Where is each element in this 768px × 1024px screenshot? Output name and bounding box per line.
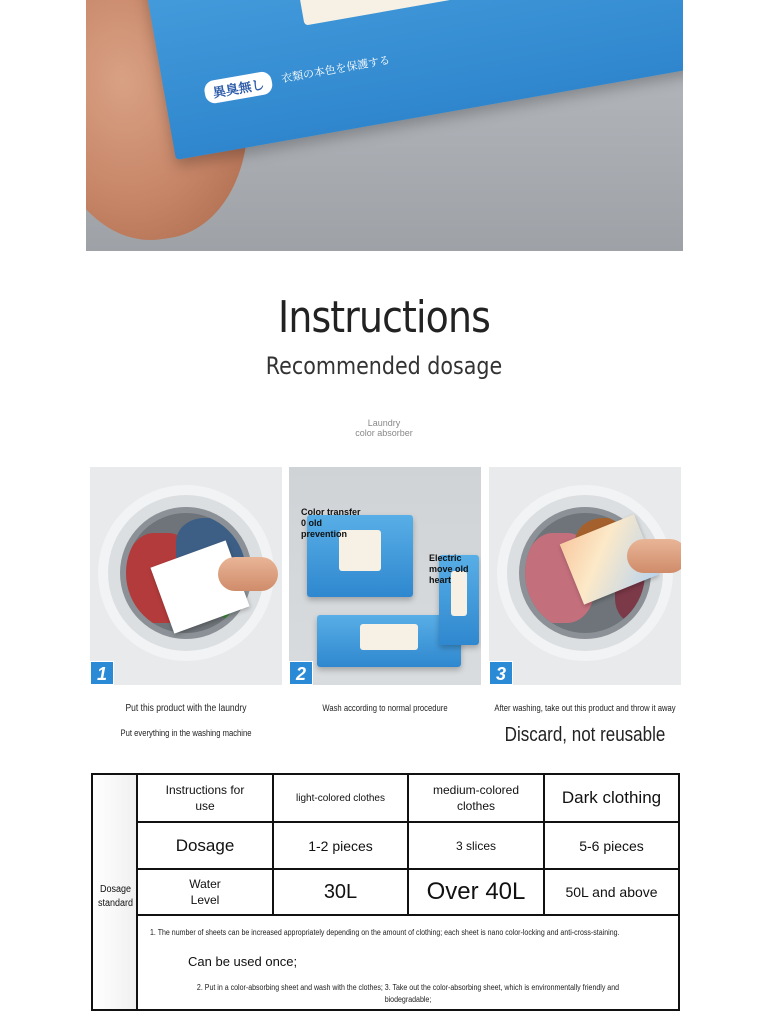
table-cell-text: Over 40L	[426, 878, 526, 905]
row-header-label	[95, 883, 136, 911]
table-cell	[138, 823, 274, 870]
step-3-photo	[489, 467, 681, 685]
table-cell	[274, 870, 409, 916]
step-number: 1	[90, 661, 114, 685]
row-header-line-2: standard	[97, 898, 134, 909]
product-photo	[86, 0, 683, 251]
note-2: Can be used once;	[188, 954, 298, 969]
step-number: 2	[289, 661, 313, 685]
table-cell-text: 3 slices	[455, 838, 496, 853]
table-cell	[138, 870, 274, 916]
header-cell-text: medium-colored clothes	[432, 783, 520, 813]
image-label-line-2: color absorber	[355, 428, 413, 438]
note-3-line-2: biodegradable;	[384, 995, 432, 1004]
table-cell-text: 50L and above	[565, 884, 658, 900]
table-cell	[545, 870, 678, 916]
dosage-table	[91, 773, 680, 1011]
step-1-photo	[90, 467, 282, 685]
hand-image	[218, 557, 278, 591]
note-1: 1. The number of sheets can be increased appropriately depending on the amount of clothing; each sheet is nano color-locking and anti-cross-staining.	[150, 928, 620, 937]
box-window	[360, 624, 418, 650]
header-cell	[274, 775, 409, 823]
step-2-photo	[289, 467, 481, 685]
table-cell	[409, 823, 545, 870]
step-number: 3	[489, 661, 513, 685]
step-2-caption: Wash according to normal procedure	[322, 703, 448, 713]
product-box	[138, 0, 683, 160]
table-cell-text: 1-2 pieces	[308, 837, 373, 854]
box-caption: 衣類の本色を保護する	[280, 54, 391, 86]
table-cell	[409, 870, 545, 916]
step-2-label-1	[301, 507, 361, 540]
hand-image	[627, 539, 681, 573]
step-1-caption: Put this product with the laundry	[125, 703, 247, 714]
step-3-subcaption: Discard, not reusable	[504, 724, 666, 746]
step-2-label-1-line: Color transfer 0 old prevention	[301, 507, 361, 539]
table-cell-text: Water Level	[189, 877, 221, 907]
step-1-subcaption: Put everything in the washing machine	[120, 728, 252, 738]
header-cell-text: Dark clothing	[561, 788, 662, 807]
table-cell	[274, 823, 409, 870]
table-cell-text: 5-6 pieces	[579, 837, 644, 854]
notes	[138, 916, 678, 1009]
box-badge: 異臭無し	[203, 70, 274, 104]
header-cell	[409, 775, 545, 823]
row-header	[93, 775, 138, 1009]
note-3	[170, 982, 645, 1006]
table-cell-text: Dosage	[175, 835, 235, 855]
table-cell-text: 30L	[323, 880, 358, 903]
table-cell	[545, 823, 678, 870]
step-2-label-2	[429, 553, 481, 586]
header-cell-text: Instructions for use	[165, 783, 245, 813]
step-3-caption: After washing, take out this product and throw it away	[494, 703, 676, 713]
step-2-label-2-line: Electric move old heart	[429, 553, 469, 585]
image-label	[0, 418, 768, 438]
header-cell	[545, 775, 678, 823]
page-subtitle: Recommended dosage	[265, 352, 503, 380]
header-cell-text: light-colored clothes	[296, 792, 385, 804]
row-header-line-1: Dosage	[99, 884, 132, 895]
note-3-line-1: 2. Put in a color-absorbing sheet and wash with the clothes; 3. Take out the color-absorbing sheet, which is environmentally friendly and	[196, 983, 620, 992]
header-cell	[138, 775, 274, 823]
image-label-line-1: Laundry	[367, 418, 401, 428]
box-window	[291, 0, 512, 26]
page-title: Instructions	[278, 292, 490, 343]
